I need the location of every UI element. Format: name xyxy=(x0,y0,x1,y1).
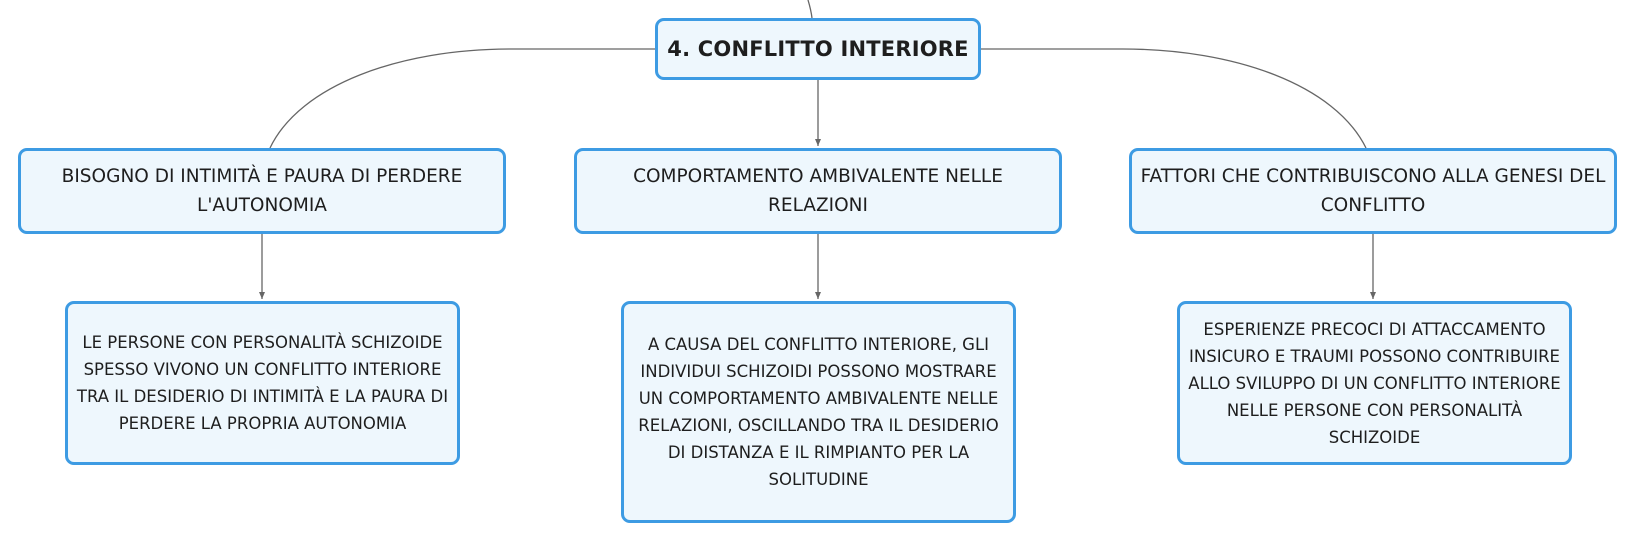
branch-topic-label: FATTORI CHE CONTRIBUISCONO ALLA GENESI DEL CONFLITTO xyxy=(1140,166,1606,216)
detail-topic-text: ESPERIENZE PRECOCI DI ATTACCAMENTO INSICURO E TRAUMI POSSONO CONTRIBUIRE ALLO SVILUPPO DI UN CONFLITTO INTERIORE NELLE PERSONE CON PERSONALITÀ SCHIZOIDE xyxy=(1188,319,1561,447)
detail-topic-intimacy[interactable] xyxy=(65,301,460,465)
detail-topic-ambivalent-behavior[interactable] xyxy=(621,301,1016,523)
connector-root-to-branch-3 xyxy=(981,49,1366,148)
branch-topic-ambivalent-behavior[interactable] xyxy=(574,148,1062,234)
root-topic[interactable] xyxy=(655,18,981,80)
detail-topic-contributing-factors[interactable] xyxy=(1177,301,1572,465)
branch-topic-label: COMPORTAMENTO AMBIVALENTE NELLE RELAZIONI xyxy=(633,166,1003,216)
branch-topic-label: BISOGNO DI INTIMITÀ E PAURA DI PERDERE L'AUTONOMIA xyxy=(61,166,463,216)
detail-topic-text: A CAUSA DEL CONFLITTO INTERIORE, GLI INDIVIDUI SCHIZOIDI POSSONO MOSTRARE UN COMPORTAMENTO AMBIVALENTE NELLE RELAZIONI, OSCILLANDO TRA IL DESIDERIO DI DISTANZA E IL RIMPIANTO PER LA SOLITUDINE xyxy=(638,335,999,489)
connector-root-to-branch-1 xyxy=(270,49,655,148)
branch-topic-intimacy[interactable] xyxy=(18,148,506,234)
detail-topic-text: LE PERSONE CON PERSONALITÀ SCHIZOIDE SPESSO VIVONO UN CONFLITTO INTERIORE TRA IL DESIDERIO DI INTIMITÀ E LA PAURA DI PERDERE LA PROPRIA AUTONOMIA xyxy=(76,333,449,433)
branch-topic-contributing-factors[interactable] xyxy=(1129,148,1617,234)
root-topic-label: 4. CONFLITTO INTERIORE xyxy=(667,37,969,61)
incoming-connector xyxy=(808,0,812,18)
